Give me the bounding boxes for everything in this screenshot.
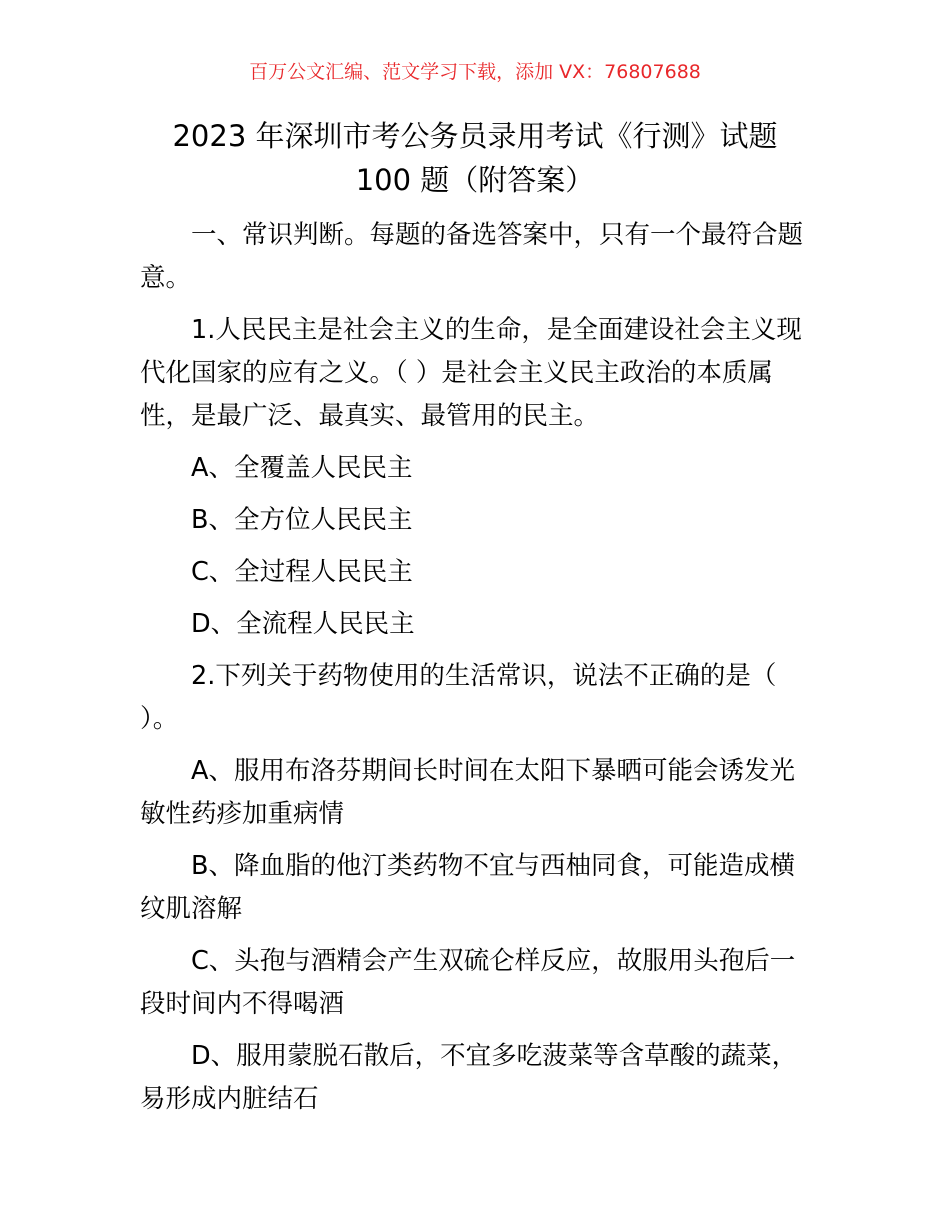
document-title bbox=[120, 114, 830, 202]
watermark-banner: 百万公文汇编、范文学习下载，添加 VX：76807688 bbox=[249, 61, 701, 83]
question-option: A、服用布洛芬期间长时间在太阳下暴晒可能会诱发光敏性药疹加重病情 bbox=[140, 756, 795, 829]
question-option: C、全过程人民民主 bbox=[191, 557, 413, 587]
question-option: D、全流程人民民主 bbox=[191, 609, 415, 639]
title-line-1: 2023 年深圳市考公务员录用考试《行测》试题 bbox=[172, 119, 778, 153]
question-option: B、降血脂的他汀类药物不宜与西柚同食，可能造成横纹肌溶解 bbox=[140, 851, 795, 924]
question-option: B、全方位人民民主 bbox=[191, 505, 413, 535]
question-option: C、头孢与酒精会产生双硫仑样反应，故服用头孢后一段时间内不得喝酒 bbox=[140, 946, 796, 1019]
section-heading: 一、常识判断。每题的备选答案中，只有一个最符合题意。 bbox=[140, 220, 804, 293]
question-stem: 2.下列关于药物使用的生活常识，说法不正确的是（ ）。 bbox=[140, 661, 777, 734]
question-stem: 1.人民民主是社会主义的生命，是全面建设社会主义现代化国家的应有之义。（ ）是社会主义民主政治的本质属性，是最广泛、最真实、最管用的民主。 bbox=[140, 315, 802, 431]
document-body bbox=[140, 214, 814, 1130]
title-line-2: 100 题（附答案） bbox=[355, 163, 595, 197]
question-option: A、全覆盖人民民主 bbox=[191, 453, 413, 483]
question-option: D、服用蒙脱石散后，不宜多吃菠菜等含草酸的蔬菜，易形成内脏结石 bbox=[140, 1041, 798, 1114]
